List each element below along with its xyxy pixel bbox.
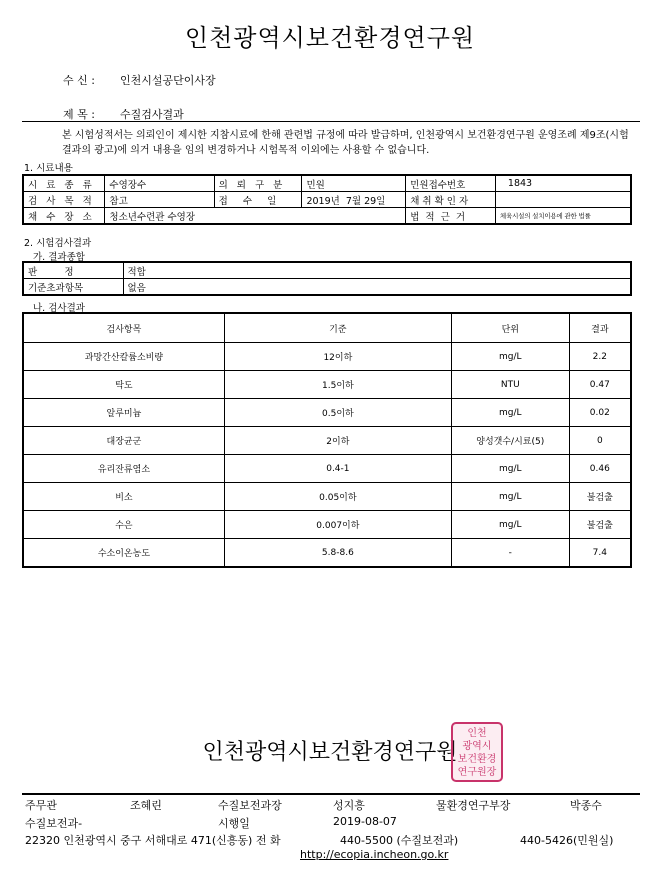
official-seal-stamp: 인천 광역시 보건환경 연구원장 [451,722,503,782]
result-standard: 12이하 [224,343,451,371]
result-item: 알루미늄 [23,399,224,427]
cell-value: 참고 [105,192,214,208]
staff-name-1: 조혜린 [130,799,162,812]
result-standard: 0.05이하 [224,483,451,511]
recipient-value: 인천시설공단이사장 [120,74,216,87]
table-row [23,511,631,539]
cell-label: 채 수 장 소 [23,208,105,225]
cell-value: 2019년 7월 29일 [302,192,406,208]
table-row [23,455,631,483]
cell-label: 채 취 확 인 자 [406,192,496,208]
table-row [23,208,631,225]
recipient-label: 수 신 : [63,74,95,87]
staff-role-3: 물환경연구부장 [436,799,511,812]
subject-label: 제 목 : [63,108,95,121]
section1-heading: 1. 시료내용 [24,163,73,174]
result-unit: - [451,539,569,568]
table-row [23,175,631,192]
cell-value: 없음 [123,279,631,296]
result-value: 0.47 [569,371,631,399]
cell-label: 법 적 근 거 [406,208,496,225]
page-title: 인천광역시보건환경연구원 [184,24,476,52]
cell-label: 시 료 종 류 [23,175,105,192]
result-value: 0 [569,427,631,455]
result-item: 과망간산칼륨소비량 [23,343,224,371]
result-value: 불검출 [569,511,631,539]
cell-value: 청소년수련관 수영장 [105,208,406,225]
table-row [23,399,631,427]
result-unit: mg/L [451,455,569,483]
enforcement-number: 수질보전과- [25,817,83,830]
results-subheading: 나. 검사결과 [33,303,85,314]
table-row [23,427,631,455]
footer-org-name: 인천광역시보건환경연구원 [202,740,458,765]
result-item: 탁도 [23,371,224,399]
enforcement-date: 2019-08-07 [333,815,397,828]
header-result: 결과 [569,313,631,343]
header-standard: 기준 [224,313,451,343]
summary-subheading: 가. 결과종합 [33,252,85,263]
subject-value: 수질검사결과 [120,108,184,121]
result-unit: mg/L [451,483,569,511]
cell-value: 체육시설의 설치이용에 관한 법률 [495,208,631,225]
header-item: 검사항목 [23,313,224,343]
result-standard: 0.007이하 [224,511,451,539]
result-unit: mg/L [451,511,569,539]
cell-label: 기준초과항목 [23,279,123,296]
results-table [22,312,632,568]
address: 22320 인천광역시 중구 서해대로 471(신흥동) 전 화 [25,834,281,847]
staff-name-3: 박종수 [570,799,602,812]
section2-heading: 2. 시험검사결과 [24,238,92,249]
subject-divider [22,121,640,122]
cell-value: 민원 [302,175,406,192]
table-row [23,539,631,568]
cell-label: 검 사 목 적 [23,192,105,208]
phone-civil-office: 440-5426(민원실) [520,834,614,847]
staff-role-1: 주무관 [25,799,57,812]
result-standard: 2이하 [224,427,451,455]
result-standard: 5.8-8.6 [224,539,451,568]
result-standard: 0.4-1 [224,455,451,483]
cell-label: 판 정 [23,262,123,279]
cell-label: 의 뢰 구 분 [214,175,302,192]
sample-info-table [22,174,632,225]
summary-table [22,261,632,296]
result-item: 비소 [23,483,224,511]
result-item: 유리잔류염소 [23,455,224,483]
header-unit: 단위 [451,313,569,343]
table-row [23,262,631,279]
result-unit: mg/L [451,399,569,427]
notice-text: 본 시험성적서는 의뢰인이 제시한 지참시료에 한해 관련법 규정에 따라 발급하며, 인천광역시 보건환경연구원 운영조례 제9조(시험결과의 광고)에 의거 내용을 임의 변경하거나 시험목적 이외에는 사용할 수 없습니다. [62,130,629,156]
result-unit: NTU [451,371,569,399]
result-standard: 1.5이하 [224,371,451,399]
staff-name-2: 성지흥 [333,799,365,812]
cell-value: 수영장수 [105,175,214,192]
table-row [23,371,631,399]
table-row [23,279,631,296]
cell-value [495,192,631,208]
cell-label: 접 수 일 [214,192,302,208]
result-value: 0.46 [569,455,631,483]
result-value: 불검출 [569,483,631,511]
table-row [23,343,631,371]
cell-value: 적합 [123,262,631,279]
website-link[interactable]: http://ecopia.incheon.go.kr [300,848,449,861]
enforcement-date-label: 시행일 [218,817,250,830]
result-item: 수은 [23,511,224,539]
result-standard: 0.5이하 [224,399,451,427]
result-unit: 양성갯수/시료(5) [451,427,569,455]
result-item: 대장균군 [23,427,224,455]
result-value: 0.02 [569,399,631,427]
staff-role-2: 수질보전과장 [218,799,282,812]
result-unit: mg/L [451,343,569,371]
cell-value: 1843 [495,175,631,192]
result-value: 7.4 [569,539,631,568]
footer-divider [22,793,640,795]
cell-label: 민원접수번호 [406,175,496,192]
result-item: 수소이온농도 [23,539,224,568]
table-header-row [23,313,631,343]
table-row [23,192,631,208]
result-value: 2.2 [569,343,631,371]
phone-water-division: 440-5500 (수질보전과) [340,834,459,847]
table-row [23,483,631,511]
